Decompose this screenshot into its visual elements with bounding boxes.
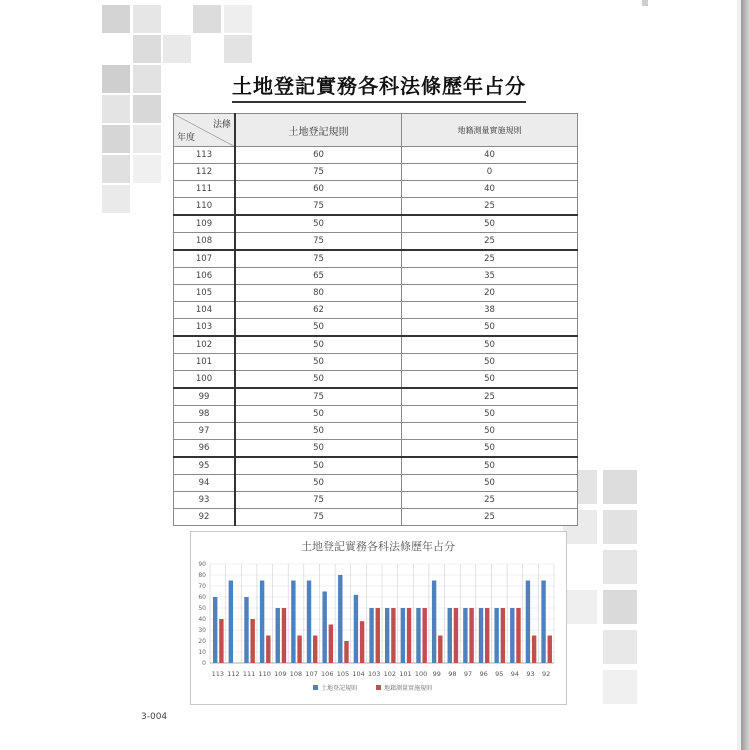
table-row xyxy=(174,336,578,354)
bar-land-registration xyxy=(291,581,295,664)
x-tick-label: 106 xyxy=(321,670,334,678)
bar-land-registration xyxy=(448,608,452,663)
land-registration-score-cell: 50 xyxy=(235,319,402,337)
bar-cadastral-survey xyxy=(297,636,301,664)
bar-cadastral-survey xyxy=(501,608,505,663)
x-tick-label: 102 xyxy=(383,670,397,678)
bar-cadastral-survey xyxy=(313,636,317,664)
bar-cadastral-survey xyxy=(485,608,489,663)
bar-cadastral-survey xyxy=(548,636,552,664)
deco-square xyxy=(102,185,130,213)
table-row xyxy=(174,457,578,475)
deco-square xyxy=(133,35,161,63)
x-tick-label: 105 xyxy=(336,670,350,678)
bar-land-registration xyxy=(416,608,420,663)
bar-cadastral-survey xyxy=(438,636,442,664)
bar-land-registration xyxy=(385,608,389,663)
bar-land-registration xyxy=(541,581,545,664)
land-registration-score-cell: 50 xyxy=(235,457,402,475)
table-row xyxy=(174,164,578,181)
bar-land-registration xyxy=(479,608,483,663)
cadastral-survey-score-cell: 35 xyxy=(402,268,578,285)
cadastral-survey-score-cell: 25 xyxy=(402,198,578,216)
year-cell: 111 xyxy=(174,181,236,198)
deco-square xyxy=(603,510,637,544)
deco-square xyxy=(163,35,191,63)
bar-cadastral-survey xyxy=(376,608,380,663)
table-row xyxy=(174,285,578,302)
column-header-land-registration: 土地登記規則 xyxy=(235,114,402,147)
bar-land-registration xyxy=(369,608,373,663)
bar-cadastral-survey xyxy=(454,608,458,663)
x-tick-label: 109 xyxy=(274,670,287,678)
bar-land-registration xyxy=(229,581,233,664)
bar-land-registration xyxy=(338,575,342,663)
year-cell: 92 xyxy=(174,509,236,526)
bar-land-registration xyxy=(322,592,326,664)
cadastral-survey-score-cell: 50 xyxy=(402,423,578,440)
year-cell: 101 xyxy=(174,354,236,371)
table-header-row xyxy=(174,114,578,147)
table-row xyxy=(174,406,578,423)
year-cell: 109 xyxy=(174,215,236,233)
land-registration-score-cell: 75 xyxy=(235,250,402,268)
table-row xyxy=(174,371,578,389)
land-registration-score-cell: 62 xyxy=(235,302,402,319)
bar-cadastral-survey xyxy=(422,608,426,663)
legend-label-land-registration: 土地登記規則 xyxy=(321,685,358,692)
year-cell: 108 xyxy=(174,233,236,251)
year-cell: 110 xyxy=(174,198,236,216)
land-registration-score-cell: 75 xyxy=(235,164,402,181)
land-registration-score-cell: 75 xyxy=(235,198,402,216)
deco-square xyxy=(603,470,637,504)
bar-land-registration xyxy=(432,581,436,664)
bar-land-registration xyxy=(354,595,358,663)
table-row xyxy=(174,354,578,371)
cadastral-survey-score-cell: 40 xyxy=(402,147,578,164)
year-cell: 99 xyxy=(174,388,236,406)
land-registration-score-cell: 60 xyxy=(235,181,402,198)
x-tick-label: 104 xyxy=(352,670,365,678)
cadastral-survey-score-cell: 50 xyxy=(402,371,578,389)
table-row xyxy=(174,268,578,285)
bar-cadastral-survey xyxy=(469,608,473,663)
bar-cadastral-survey xyxy=(266,636,270,664)
x-tick-label: 101 xyxy=(399,670,412,678)
y-tick-label: 30 xyxy=(198,627,206,634)
deco-square xyxy=(133,65,161,93)
year-cell: 100 xyxy=(174,371,236,389)
legend-label-cadastral-survey: 地籍測量實施規則 xyxy=(384,685,433,692)
cadastral-survey-score-cell: 50 xyxy=(402,215,578,233)
bar-cadastral-survey xyxy=(250,619,254,663)
table-row xyxy=(174,475,578,492)
table-row xyxy=(174,147,578,164)
cadastral-survey-score-cell: 20 xyxy=(402,285,578,302)
year-cell: 113 xyxy=(174,147,236,164)
bar-cadastral-survey xyxy=(282,608,286,663)
land-registration-score-cell: 50 xyxy=(235,354,402,371)
cadastral-survey-score-cell: 25 xyxy=(402,509,578,526)
cadastral-survey-score-cell: 40 xyxy=(402,181,578,198)
cadastral-survey-score-cell: 25 xyxy=(402,233,578,251)
bar-cadastral-survey xyxy=(329,625,333,664)
deco-square xyxy=(603,670,637,704)
table-row xyxy=(174,198,578,216)
bar-land-registration xyxy=(494,608,498,663)
land-registration-score-cell: 75 xyxy=(235,388,402,406)
land-registration-score-cell: 60 xyxy=(235,147,402,164)
bar-land-registration xyxy=(463,608,467,663)
year-cell: 106 xyxy=(174,268,236,285)
deco-square xyxy=(224,35,252,63)
x-tick-label: 95 xyxy=(495,670,504,678)
year-cell: 107 xyxy=(174,250,236,268)
bar-cadastral-survey xyxy=(360,621,364,663)
land-registration-score-cell: 80 xyxy=(235,285,402,302)
deco-square xyxy=(224,5,252,33)
land-registration-score-cell: 50 xyxy=(235,423,402,440)
x-tick-label: 99 xyxy=(432,670,441,678)
x-tick-label: 98 xyxy=(448,670,457,678)
y-tick-label: 40 xyxy=(198,616,206,623)
y-tick-label: 80 xyxy=(198,572,206,579)
year-cell: 98 xyxy=(174,406,236,423)
page-number: 3-004 xyxy=(141,712,168,722)
y-tick-label: 60 xyxy=(198,594,206,601)
x-tick-label: 113 xyxy=(211,670,225,678)
header-law-label: 法條 xyxy=(212,120,231,130)
bar-cadastral-survey xyxy=(344,641,348,663)
bar-cadastral-survey xyxy=(407,608,411,663)
page-title: 土地登記實務各科法條歷年占分 xyxy=(232,70,526,103)
year-cell: 102 xyxy=(174,336,236,354)
cadastral-survey-score-cell: 50 xyxy=(402,457,578,475)
cadastral-survey-score-cell: 25 xyxy=(402,250,578,268)
land-registration-score-cell: 50 xyxy=(235,475,402,492)
y-tick-label: 90 xyxy=(198,561,206,568)
deco-square xyxy=(563,590,597,624)
x-tick-label: 94 xyxy=(510,670,520,678)
x-tick-label: 112 xyxy=(227,670,240,678)
bar-land-registration xyxy=(244,597,248,663)
y-tick-label: 0 xyxy=(202,660,206,667)
deco-square xyxy=(193,5,221,33)
x-tick-label: 92 xyxy=(542,670,551,678)
land-registration-score-cell: 50 xyxy=(235,371,402,389)
bar-cadastral-survey xyxy=(391,608,395,663)
year-cell: 94 xyxy=(174,475,236,492)
table-row xyxy=(174,492,578,509)
x-tick-label: 97 xyxy=(463,670,473,678)
table-corner-header xyxy=(174,114,236,147)
land-registration-score-cell: 50 xyxy=(235,406,402,423)
column-header-cadastral-survey: 地籍測量實施規則 xyxy=(402,114,578,147)
bar-land-registration xyxy=(307,581,311,664)
deco-square xyxy=(133,125,161,153)
year-cell: 103 xyxy=(174,319,236,337)
bar-land-registration xyxy=(213,597,217,663)
page-edge-bar xyxy=(741,0,750,750)
bar-land-registration xyxy=(276,608,280,663)
bar-cadastral-survey xyxy=(532,636,536,664)
land-registration-score-cell: 75 xyxy=(235,492,402,509)
bar-cadastral-survey xyxy=(219,619,223,663)
bar-land-registration xyxy=(401,608,405,663)
x-tick-label: 107 xyxy=(305,670,318,678)
cadastral-survey-score-cell: 50 xyxy=(402,406,578,423)
deco-square xyxy=(133,5,161,33)
table-row xyxy=(174,423,578,440)
header-year-label: 年度 xyxy=(177,133,196,143)
cadastral-survey-score-cell: 25 xyxy=(402,492,578,509)
land-registration-score-cell: 50 xyxy=(235,336,402,354)
cadastral-survey-score-cell: 50 xyxy=(402,354,578,371)
year-cell: 96 xyxy=(174,440,236,458)
y-tick-label: 50 xyxy=(198,605,206,612)
table-row xyxy=(174,319,578,337)
deco-square xyxy=(102,155,130,183)
cadastral-survey-score-cell: 50 xyxy=(402,319,578,337)
cadastral-survey-score-cell: 38 xyxy=(402,302,578,319)
land-registration-score-cell: 65 xyxy=(235,268,402,285)
deco-square xyxy=(642,0,648,6)
land-registration-score-cell: 50 xyxy=(235,215,402,233)
bar-cadastral-survey xyxy=(516,608,520,663)
table-row xyxy=(174,509,578,526)
cadastral-survey-score-cell: 50 xyxy=(402,336,578,354)
x-tick-label: 108 xyxy=(289,670,303,678)
bar-land-registration xyxy=(260,581,264,664)
x-tick-label: 111 xyxy=(242,670,256,678)
deco-square xyxy=(102,125,130,153)
year-cell: 112 xyxy=(174,164,236,181)
deco-square xyxy=(102,5,130,33)
table-row xyxy=(174,388,578,406)
bar-land-registration xyxy=(510,608,514,663)
cadastral-survey-score-cell: 50 xyxy=(402,475,578,492)
table-row xyxy=(174,215,578,233)
chart-title: 土地登記實務各科法條歷年占分 xyxy=(301,540,455,553)
x-tick-label: 96 xyxy=(479,670,488,678)
deco-square xyxy=(102,65,130,93)
legend-swatch-land-registration xyxy=(313,685,318,690)
land-registration-score-cell: 75 xyxy=(235,509,402,526)
year-cell: 97 xyxy=(174,423,236,440)
land-registration-score-cell: 50 xyxy=(235,440,402,458)
y-tick-label: 20 xyxy=(198,638,206,645)
year-cell: 95 xyxy=(174,457,236,475)
deco-square xyxy=(102,95,130,123)
x-tick-label: 110 xyxy=(258,670,271,678)
legend-swatch-cadastral-survey xyxy=(376,685,381,690)
deco-square xyxy=(603,550,637,584)
x-tick-label: 93 xyxy=(526,670,535,678)
y-tick-label: 70 xyxy=(198,583,206,590)
deco-square xyxy=(133,95,161,123)
deco-square xyxy=(133,155,161,183)
score-table xyxy=(173,113,578,526)
cadastral-survey-score-cell: 50 xyxy=(402,440,578,458)
table-row xyxy=(174,250,578,268)
deco-square xyxy=(603,630,637,664)
table-row xyxy=(174,233,578,251)
table-row xyxy=(174,181,578,198)
x-tick-label: 100 xyxy=(414,670,428,678)
land-registration-score-cell: 75 xyxy=(235,233,402,251)
x-tick-label: 103 xyxy=(367,670,381,678)
table-row xyxy=(174,440,578,458)
deco-square xyxy=(603,590,637,624)
cadastral-survey-score-cell: 25 xyxy=(402,388,578,406)
bar-land-registration xyxy=(526,581,530,664)
year-cell: 93 xyxy=(174,492,236,509)
year-cell: 104 xyxy=(174,302,236,319)
y-tick-label: 10 xyxy=(198,649,206,656)
cadastral-survey-score-cell: 0 xyxy=(402,164,578,181)
score-chart xyxy=(190,531,567,705)
year-cell: 105 xyxy=(174,285,236,302)
table-row xyxy=(174,302,578,319)
